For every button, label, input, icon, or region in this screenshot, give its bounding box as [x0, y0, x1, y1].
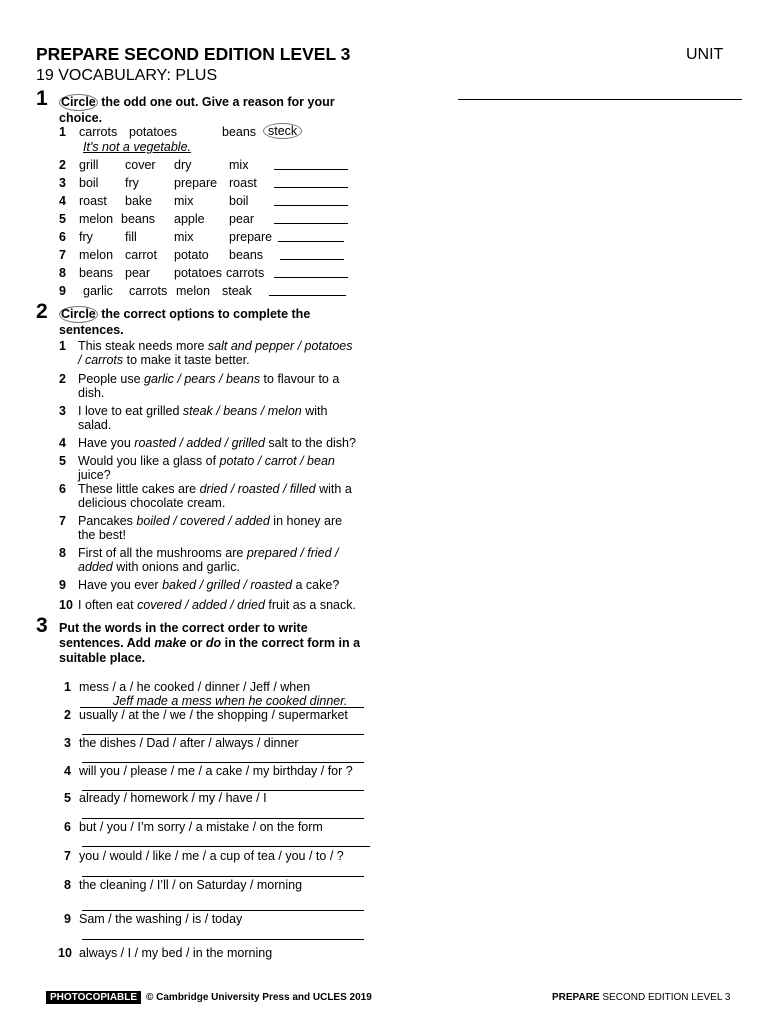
item-number: 4 — [64, 764, 71, 778]
item-number: 1 — [59, 125, 66, 139]
sentence — [78, 404, 359, 432]
page-subtitle: 19 VOCABULARY: PLUS — [36, 67, 218, 84]
item-number: 4 — [59, 194, 66, 208]
word: fill — [125, 230, 137, 244]
answer-blank[interactable] — [274, 176, 348, 188]
prompt-text: usually / at the / we / the shopping / supermarket — [79, 708, 348, 722]
answer-blank[interactable] — [274, 158, 348, 170]
word: mix — [229, 158, 249, 172]
item-number: 9 — [59, 284, 66, 298]
word: carrots — [129, 284, 168, 298]
list-item — [59, 339, 359, 367]
photocopiable-badge: PHOTOCOPIABLE — [46, 991, 141, 1004]
sentence — [78, 372, 359, 400]
word: apple — [174, 212, 205, 226]
word: grill — [79, 158, 99, 172]
instruction-text: do — [205, 636, 222, 650]
word: beans — [222, 125, 257, 139]
list-item — [59, 546, 359, 574]
options[interactable]: garlic / pears / beans — [144, 372, 261, 386]
item-number: 5 — [64, 791, 71, 805]
word: mix — [174, 230, 194, 244]
list-item — [59, 454, 359, 482]
sentence-text: Pancakes — [78, 514, 137, 528]
answer-text: Jeff made a mess when he cooked dinner. — [113, 694, 348, 708]
sentence-text: These little cakes are — [78, 482, 200, 496]
options[interactable]: steak / beans / melon — [182, 404, 302, 418]
options[interactable]: dried / roasted / filled — [199, 482, 316, 496]
word: beans — [79, 266, 114, 280]
footer-series-rest: SECOND EDITION LEVEL 3 — [599, 992, 731, 1003]
answer-blank[interactable] — [269, 284, 346, 296]
instruction-text: in the correct form in a suitable place. — [59, 636, 361, 665]
footer-series — [552, 992, 730, 1003]
item-number: 3 — [64, 736, 71, 750]
word: cover — [125, 158, 156, 172]
item-number: 3 — [59, 176, 66, 190]
answer-line[interactable] — [82, 818, 364, 819]
answer-line[interactable] — [82, 734, 364, 735]
item-number: 5 — [59, 212, 66, 226]
sentence-text: juice? — [78, 468, 111, 482]
item-number: 3 — [59, 404, 66, 418]
sentence — [78, 339, 359, 367]
word: beans — [229, 248, 264, 262]
word: potatoes — [129, 125, 177, 139]
item-number: 6 — [64, 820, 71, 834]
word: fry — [125, 176, 139, 190]
answer-line[interactable] — [82, 939, 364, 940]
page-title: PREPARE SECOND EDITION LEVEL 3 — [36, 44, 351, 64]
answer-example — [83, 140, 191, 154]
list-item — [59, 482, 359, 510]
circle-word: Circle — [61, 307, 96, 321]
list-item — [59, 514, 359, 542]
list-item — [59, 598, 369, 612]
item-number: 4 — [59, 436, 66, 450]
item-number: 8 — [64, 878, 71, 892]
sentence-text: in honey are the best! — [78, 514, 343, 542]
answer-blank[interactable] — [274, 194, 348, 206]
answer-line[interactable] — [82, 910, 364, 911]
item-number: 9 — [59, 578, 66, 592]
sentence-text: This steak needs more — [78, 339, 208, 353]
item-number: 2 — [64, 708, 71, 722]
word: dry — [174, 158, 192, 172]
word: melon — [79, 248, 114, 262]
options[interactable]: baked / grilled / roasted — [162, 578, 293, 592]
exercise-2-instruction — [59, 306, 349, 338]
item-number: 6 — [59, 230, 66, 244]
instruction-text: make — [154, 636, 187, 650]
list-item — [59, 578, 359, 592]
item-number: 2 — [59, 372, 66, 386]
answer-line[interactable] — [82, 762, 364, 763]
list-item — [59, 372, 359, 400]
options[interactable]: boiled / covered / added — [136, 514, 270, 528]
sentence-text: Would you like a glass of — [78, 454, 220, 468]
item-number: 2 — [59, 158, 66, 172]
name-line — [458, 99, 742, 100]
sentence-text: with onions and garlic. — [112, 560, 240, 574]
item-number: 7 — [59, 514, 66, 528]
sentence — [78, 578, 359, 592]
exercise-1-number: 1 — [36, 87, 48, 110]
word: roast — [229, 176, 257, 190]
footer-series-bold: PREPARE — [552, 992, 600, 1003]
answer-line[interactable] — [82, 846, 370, 847]
options[interactable]: salt and pepper / potatoes / carrots — [78, 339, 353, 367]
prompt-text: but / you / I’m sorry / a mistake / on the form — [79, 820, 323, 834]
item-number: 1 — [64, 680, 71, 694]
copyright-text: © Cambridge University Press and UCLES 2019 — [146, 992, 372, 1003]
sentence-text: Have you — [78, 436, 135, 450]
word: carrots — [79, 125, 118, 139]
prompt-text: mess / a / he cooked / dinner / Jeff / when — [79, 680, 311, 694]
options[interactable]: prepared / fried / added — [78, 546, 339, 574]
exercise-2-number: 2 — [36, 300, 48, 323]
sentence-text: to flavour to a dish. — [78, 372, 340, 400]
sentence-text: I love to eat grilled — [78, 404, 183, 418]
word: boil — [79, 176, 99, 190]
sentence — [78, 436, 369, 450]
answer-blank[interactable] — [274, 266, 348, 278]
sentence-text: salt to the dish? — [264, 436, 356, 450]
item-number: 6 — [59, 482, 66, 496]
word: carrot — [125, 248, 157, 262]
prompt-text: already / homework / my / have / I — [79, 791, 267, 805]
word: prepare — [174, 176, 218, 190]
word: pear — [125, 266, 151, 280]
prompt-text: the cleaning / I’ll / on Saturday / morning — [79, 878, 303, 892]
instruction-text: or — [186, 636, 206, 650]
word: roast — [79, 194, 107, 208]
item-number: 8 — [59, 266, 66, 280]
circle-word: Circle — [61, 95, 96, 109]
word: carrots — [226, 266, 265, 280]
word: potatoes — [174, 266, 222, 280]
sentence — [78, 454, 359, 482]
sentence-text: with salad. — [78, 404, 328, 432]
item-number: 10 — [59, 598, 73, 612]
exercise-3-instruction — [59, 621, 364, 666]
prompt-text: always / I / my bed / in the morning — [79, 946, 273, 960]
word: steak — [222, 284, 252, 298]
exercise-3-number: 3 — [36, 614, 48, 637]
list-item — [59, 436, 369, 450]
options[interactable]: covered / added / dried — [137, 598, 265, 612]
answer-blank[interactable] — [280, 248, 344, 260]
prompt-text: will you / please / me / a cake / my birthday / for ? — [79, 764, 353, 778]
word: garlic — [83, 284, 113, 298]
word: beans — [121, 212, 156, 226]
unit-label: UNIT — [686, 46, 724, 63]
instruction-text: Put the words in the correct order to write sentences. Add — [59, 621, 308, 650]
word: prepare — [229, 230, 273, 244]
sentence-text: I often eat — [78, 598, 138, 612]
exercise-1-instruction — [59, 94, 349, 126]
word: bake — [125, 194, 153, 208]
answer-blank[interactable] — [278, 230, 344, 242]
answer-blank[interactable] — [274, 212, 348, 224]
options[interactable]: roasted / added / grilled — [134, 436, 265, 450]
sentence-text: a cake? — [292, 578, 340, 592]
sentence — [78, 546, 359, 574]
prompt-text: you / would / like / me / a cup of tea / you / to / ? — [79, 849, 344, 863]
sentence-text: People use — [78, 372, 145, 386]
item-number: 8 — [59, 546, 66, 560]
word: melon — [176, 284, 211, 298]
item-number: 9 — [64, 912, 71, 926]
prompt-text: the dishes / Dad / after / always / dinner — [79, 736, 299, 750]
options[interactable]: potato / carrot / bean — [219, 454, 335, 468]
item-number: 5 — [59, 454, 66, 468]
prompt-text: Sam / the washing / is / today — [79, 912, 243, 926]
word: mix — [174, 194, 194, 208]
word: potato — [174, 248, 209, 262]
sentence-text: with a delicious chocolate cream. — [78, 482, 352, 510]
word: boil — [229, 194, 249, 208]
list-item — [59, 404, 359, 432]
answer-text: It's not a vegetable. — [83, 140, 192, 154]
word: melon — [79, 212, 114, 226]
answer-line[interactable] — [82, 876, 364, 877]
sentence — [78, 482, 359, 510]
word: fry — [79, 230, 93, 244]
circled-word[interactable]: steck — [263, 123, 302, 139]
sentence-text: fruit as a snack. — [264, 598, 356, 612]
item-number: 7 — [59, 248, 66, 262]
sentence-text: First of all the mushrooms are — [78, 546, 247, 560]
instruction-text: the correct options to complete the sentences. — [59, 307, 311, 337]
word: pear — [229, 212, 255, 226]
sentence — [78, 598, 369, 612]
sentence — [78, 514, 359, 542]
sentence-text: Have you ever — [78, 578, 163, 592]
item-number: 10 — [58, 946, 72, 960]
sentence-text: to make it taste better. — [123, 353, 250, 367]
instruction-text: the odd one out. Give a reason for your choice. — [59, 95, 335, 125]
item-number: 7 — [64, 849, 71, 863]
item-number: 1 — [59, 339, 66, 353]
